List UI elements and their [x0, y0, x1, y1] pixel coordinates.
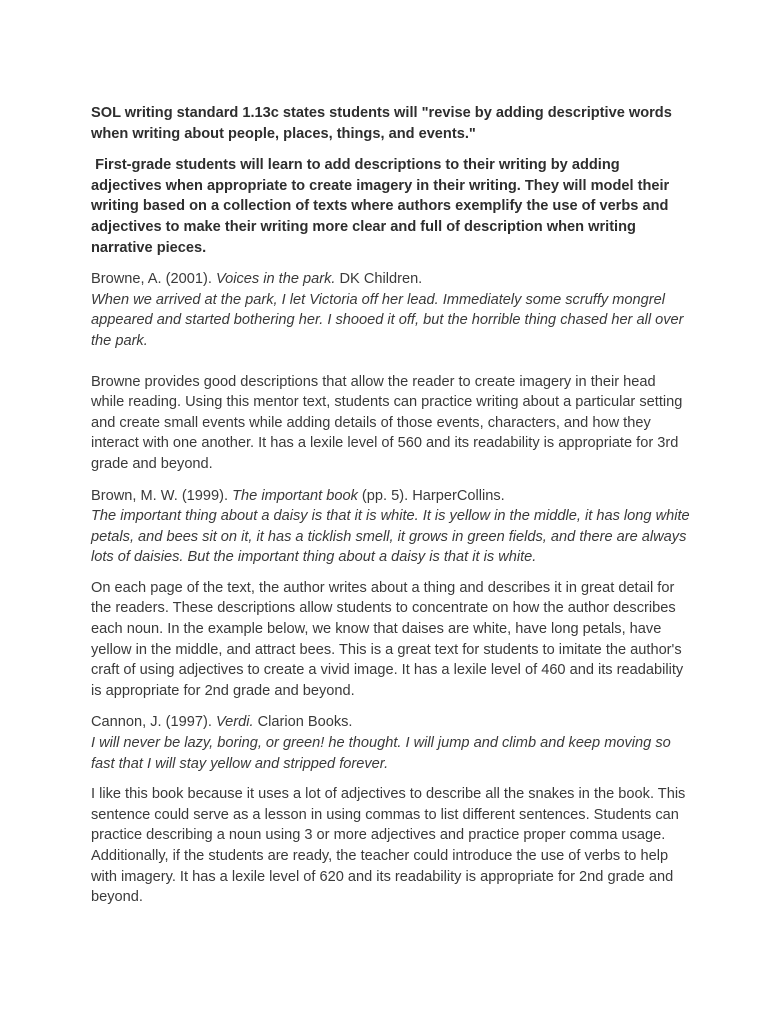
commentary: Browne provides good descriptions that allow the reader to create imagery in their head while reading. Using this mentor text, students can practice writing about a particular setting and create small events while adding details of those events, characters, and how they interact with one another. It has a lexile level of 560 and its readability is appropriate for 3rd grade and beyond.	[91, 373, 683, 472]
citation-author: Cannon, J. (1997).	[91, 714, 216, 731]
citation	[91, 712, 691, 733]
citation	[91, 269, 691, 290]
citation-title: Verdi.	[215, 714, 254, 731]
citation-title: The important book	[232, 487, 358, 504]
excerpt-quote: When we arrived at the park, I let Victoria off her lead. Immediately some scruffy mongrel appeared and started bothering her. I shooed it off, but the horrible thing chased her all over the park.	[91, 291, 684, 349]
learning-goal: First-grade students will learn to add descriptions to their writing by adding adjectives when appropriate to create imagery in their writing. They will model their writing based on a collection of texts where authors exemplify the use of verbs and adjectives to make their writing more clear and full of description when writing narrative pieces.	[91, 157, 670, 256]
excerpt-quote: I will never be lazy, boring, or green! he thought. I will jump and climb and keep moving so fast that I will stay yellow and stripped forever.	[91, 735, 671, 772]
mentor-text-entry	[91, 486, 691, 702]
mentor-text-entry	[91, 712, 691, 907]
citation-publisher: DK Children.	[335, 271, 423, 288]
standard-statement: SOL writing standard 1.13c states students will "revise by adding descriptive words when writing about people, places, things, and events."	[91, 105, 672, 142]
citation-title: Voices in the park.	[215, 271, 336, 288]
citation-publisher: Clarion Books.	[253, 714, 353, 731]
excerpt-quote: The important thing about a daisy is that it is white. It is yellow in the middle, it has long white petals, and bees sit on it, it has a ticklish smell, it grows in green fields, and there are always lots of daisies. But the important thing about a daisy is that it is white.	[91, 508, 690, 566]
citation-author: Brown, M. W. (1999).	[91, 487, 233, 504]
citation-author: Browne, A. (2001).	[91, 271, 216, 288]
commentary: I like this book because it uses a lot of adjectives to describe all the snakes in the book. This sentence could serve as a lesson in using commas to list different sentences. Students can practice describing a noun using 3 or more adjectives and practice proper comma usage. Additionally, if the students are ready, the teacher could introduce the use of verbs to help with imagery. It has a lexile level of 620 and its readability is appropriate for 2nd grade and beyond.	[91, 786, 686, 906]
citation-publisher: (pp. 5). HarperCollins.	[357, 487, 505, 504]
citation	[91, 486, 691, 507]
document-page	[91, 103, 691, 908]
mentor-text-entry	[91, 269, 691, 474]
commentary: On each page of the text, the author writes about a thing and describes it in great detail for the readers. These descriptions allow students to concentrate on how the author describes each noun. In the example below, we know that daises are white, have long petals, have yellow in the middle, and attract bees. This is a great text for students to imitate the author's craft of using adjectives to create a vivid image. It has a lexile level of 460 and its readability is appropriate for 2nd grade and beyond.	[91, 579, 684, 699]
